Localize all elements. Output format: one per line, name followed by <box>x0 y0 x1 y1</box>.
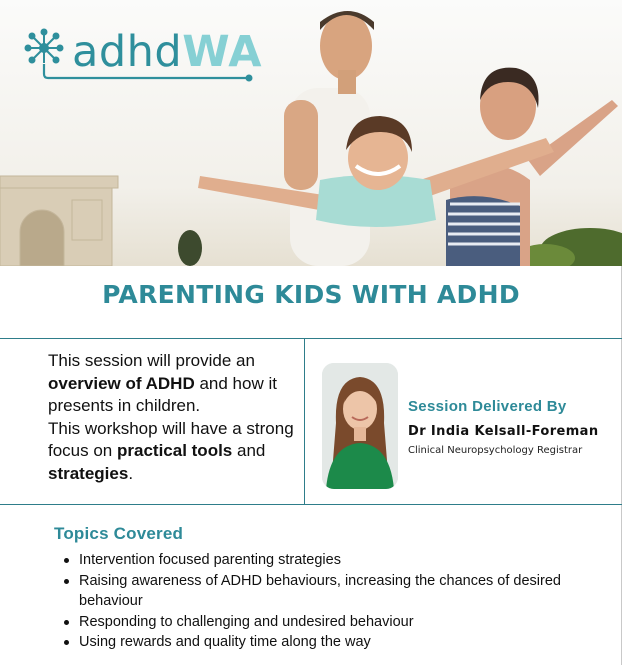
session-delivered-heading: Session Delivered By <box>408 398 567 415</box>
adhdwa-logo[interactable] <box>24 28 264 88</box>
presenter-role: Clinical Neuropsychology Registrar <box>408 445 583 456</box>
list-item: Raising awareness of ADHD behaviours, increasing the chances of desired behaviour <box>62 571 582 612</box>
session-description: This session will provide an overview of ADHD and how it presents in children. This workshop will have a strong focus on practical tools and strategies. <box>48 351 294 483</box>
section-divider-bottom <box>0 504 622 505</box>
column-divider <box>304 338 305 504</box>
presenter-photo <box>322 363 398 489</box>
list-item: Using rewards and quality time along the way <box>62 632 582 653</box>
logo-wordmark: adhdWA <box>72 27 262 77</box>
presenter-name: Dr India Kelsall-Foreman <box>408 424 599 439</box>
list-item: Intervention focused parenting strategies <box>62 550 582 571</box>
page-title: PARENTING KIDS WITH ADHD <box>102 280 520 309</box>
topics-list <box>62 550 582 653</box>
topics-heading: Topics Covered <box>54 524 184 543</box>
section-divider-top <box>0 338 622 339</box>
building <box>0 176 118 266</box>
list-item: Responding to challenging and undesired behaviour <box>62 612 582 633</box>
hero-photo <box>0 0 622 266</box>
